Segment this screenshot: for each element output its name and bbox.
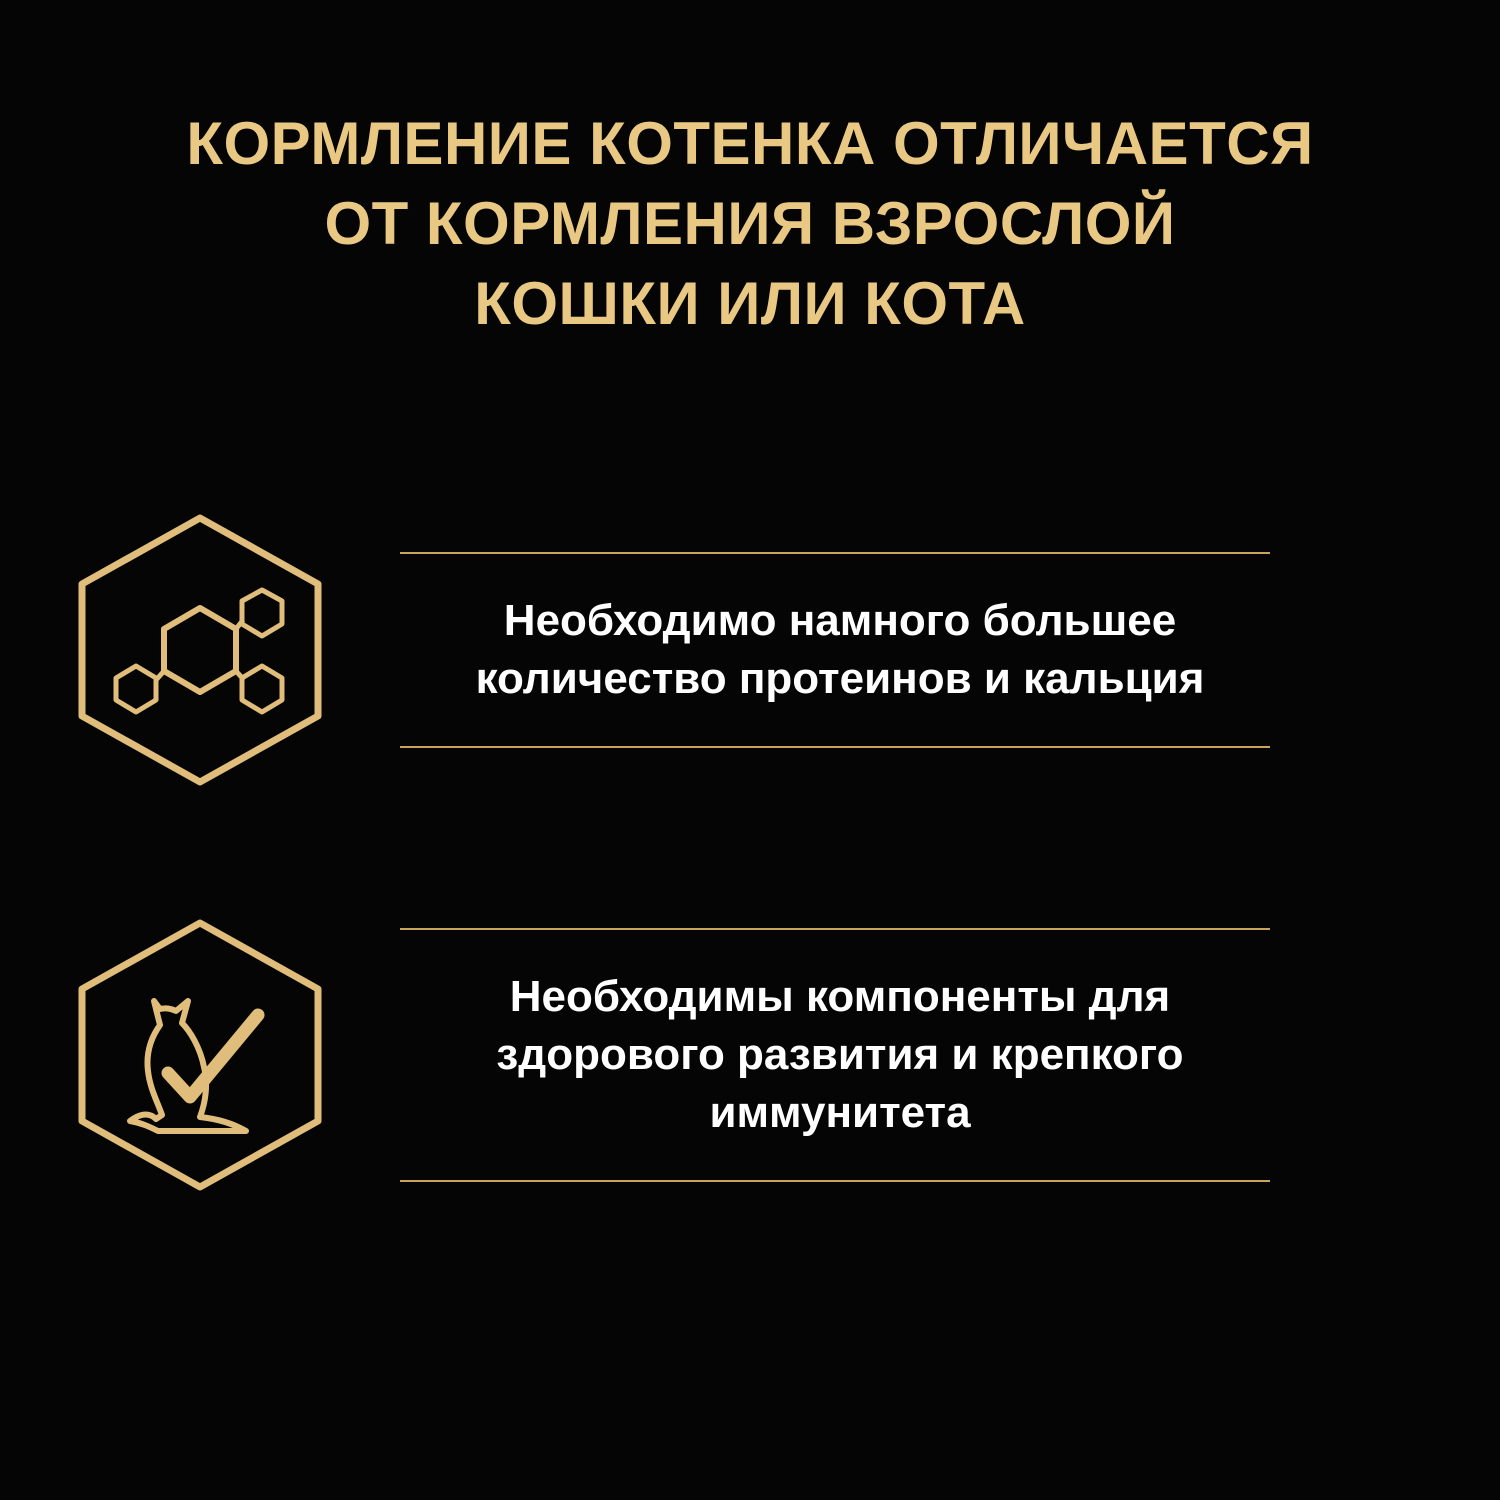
headline-line-3: КОШКИ ИЛИ КОТА	[474, 269, 1026, 337]
headline-line-2: ОТ КОРМЛЕНИЯ ВЗРОСЛОЙ	[324, 189, 1176, 257]
feature-row-protein	[0, 500, 1500, 800]
hexagon-molecule-icon	[0, 500, 400, 800]
hexagon-kitten-checkmark-icon	[0, 905, 400, 1205]
feature-label: Необходимо намного большее количество протеинов и кальция	[475, 595, 1205, 703]
feature-text-block	[400, 928, 1280, 1182]
feature-label: Необходимы компоненты для здорового развития и крепкого иммунитета	[496, 971, 1184, 1138]
feature-text-block	[400, 552, 1280, 748]
page-title	[70, 104, 1430, 343]
headline-line-1: КОРМЛЕНИЕ КОТЕНКА ОТЛИЧАЕТСЯ	[186, 110, 1314, 177]
feature-row-development	[0, 905, 1500, 1205]
